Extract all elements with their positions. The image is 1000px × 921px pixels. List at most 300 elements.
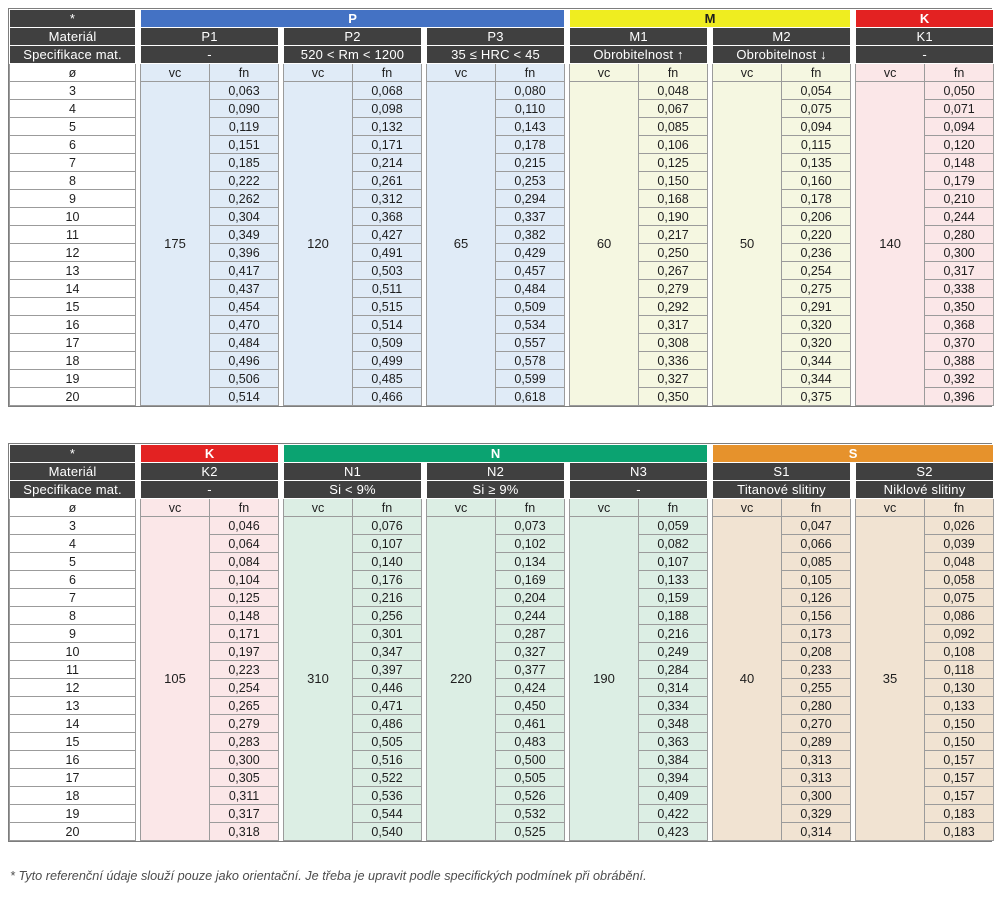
vc-value-p3: 65 [427, 82, 496, 406]
column-gutter [136, 553, 141, 571]
fn-value-cell: 0,102 [496, 535, 565, 553]
column-gutter [851, 316, 856, 334]
vc-value-k2: 105 [141, 517, 210, 841]
corner-star-cell: * [10, 445, 136, 463]
fn-value-cell: 0,470 [210, 316, 279, 334]
column-gutter [851, 118, 856, 136]
fn-value-cell: 0,313 [782, 751, 851, 769]
fn-value-cell: 0,086 [925, 607, 994, 625]
column-gutter [708, 262, 713, 280]
spec-header-n2: Si ≥ 9% [427, 481, 565, 499]
column-gutter [565, 661, 570, 679]
column-gutter [422, 118, 427, 136]
fn-value-cell: 0,318 [210, 823, 279, 841]
fn-value-cell: 0,350 [925, 298, 994, 316]
fn-value-cell: 0,148 [210, 607, 279, 625]
fn-value-cell: 0,106 [639, 136, 708, 154]
column-gutter [136, 352, 141, 370]
column-gutter [851, 244, 856, 262]
diameter-cell: 4 [10, 535, 136, 553]
column-gutter [279, 244, 284, 262]
spec-header-n3: - [570, 481, 708, 499]
fn-value-cell: 0,125 [639, 154, 708, 172]
column-gutter [279, 769, 284, 787]
fn-value-cell: 0,396 [925, 388, 994, 406]
column-gutter [851, 100, 856, 118]
diameter-cell: 20 [10, 823, 136, 841]
column-gutter [851, 172, 856, 190]
diameter-cell: 5 [10, 553, 136, 571]
column-gutter [136, 118, 141, 136]
fn-value-cell: 0,048 [925, 553, 994, 571]
fn-value-cell: 0,370 [925, 334, 994, 352]
fn-value-cell: 0,076 [353, 517, 422, 535]
column-gutter [708, 172, 713, 190]
fn-value-cell: 0,160 [782, 172, 851, 190]
column-gutter [708, 370, 713, 388]
column-gutter [422, 370, 427, 388]
fn-value-cell: 0,304 [210, 208, 279, 226]
fn-value-cell: 0,066 [782, 535, 851, 553]
fn-value-cell: 0,178 [782, 190, 851, 208]
fn-value-cell: 0,214 [353, 154, 422, 172]
column-gutter [851, 388, 856, 406]
column-gutter [565, 805, 570, 823]
column-gutter [279, 805, 284, 823]
fn-value-cell: 0,427 [353, 226, 422, 244]
fn-value-cell: 0,377 [496, 661, 565, 679]
column-gutter [136, 388, 141, 406]
column-gutter [136, 100, 141, 118]
diameter-header: ø [10, 499, 136, 517]
column-gutter [136, 733, 141, 751]
column-gutter [422, 679, 427, 697]
column-gutter [279, 787, 284, 805]
column-gutter [708, 316, 713, 334]
fn-value-cell: 0,446 [353, 679, 422, 697]
fn-value-cell: 0,050 [925, 82, 994, 100]
fn-value-cell: 0,204 [496, 589, 565, 607]
diameter-cell: 13 [10, 262, 136, 280]
fn-value-cell: 0,287 [496, 625, 565, 643]
column-gutter [422, 190, 427, 208]
column-gutter [851, 190, 856, 208]
diameter-cell: 9 [10, 190, 136, 208]
column-gutter [136, 787, 141, 805]
column-gutter [851, 589, 856, 607]
fn-value-cell: 0,392 [925, 370, 994, 388]
material-header-m1: M1 [570, 28, 708, 46]
fn-value-cell: 0,126 [782, 589, 851, 607]
spec-row-label: Specifikace mat. [10, 46, 136, 64]
fn-value-cell: 0,107 [639, 553, 708, 571]
column-gutter [708, 118, 713, 136]
fn-value-cell: 0,275 [782, 280, 851, 298]
fn-value-cell: 0,491 [353, 244, 422, 262]
column-gutter [851, 823, 856, 841]
fn-value-cell: 0,423 [639, 823, 708, 841]
diameter-cell: 17 [10, 334, 136, 352]
column-gutter [708, 679, 713, 697]
column-gutter [565, 316, 570, 334]
column-gutter [565, 388, 570, 406]
fn-value-cell: 0,522 [353, 769, 422, 787]
column-gutter [279, 661, 284, 679]
fn-value-cell: 0,486 [353, 715, 422, 733]
fn-value-cell: 0,183 [925, 805, 994, 823]
column-gutter [279, 823, 284, 841]
fn-value-cell: 0,394 [639, 769, 708, 787]
fn-value-cell: 0,236 [782, 244, 851, 262]
cutting-table-kns [8, 443, 992, 842]
fn-value-cell: 0,249 [639, 643, 708, 661]
column-gutter [851, 352, 856, 370]
column-gutter [136, 370, 141, 388]
fn-value-cell: 0,058 [925, 571, 994, 589]
column-gutter [851, 280, 856, 298]
fn-value-cell: 0,108 [925, 643, 994, 661]
fn-value-cell: 0,270 [782, 715, 851, 733]
fn-value-cell: 0,540 [353, 823, 422, 841]
column-gutter [422, 553, 427, 571]
fn-value-cell: 0,254 [210, 679, 279, 697]
diameter-cell: 15 [10, 733, 136, 751]
vc-column-header: vc [284, 499, 353, 517]
fn-value-cell: 0,068 [353, 82, 422, 100]
cutting-table-pmk [8, 8, 992, 407]
column-gutter [136, 607, 141, 625]
diameter-cell: 7 [10, 154, 136, 172]
fn-value-cell: 0,300 [782, 787, 851, 805]
column-gutter [851, 553, 856, 571]
material-header-p3: P3 [427, 28, 565, 46]
fn-value-cell: 0,119 [210, 118, 279, 136]
fn-value-cell: 0,130 [925, 679, 994, 697]
fn-value-cell: 0,334 [639, 697, 708, 715]
fn-value-cell: 0,284 [639, 661, 708, 679]
column-gutter [851, 298, 856, 316]
fn-value-cell: 0,525 [496, 823, 565, 841]
column-gutter [422, 100, 427, 118]
fn-value-cell: 0,483 [496, 733, 565, 751]
diameter-cell: 9 [10, 625, 136, 643]
fn-value-cell: 0,327 [496, 643, 565, 661]
fn-value-cell: 0,039 [925, 535, 994, 553]
fn-value-cell: 0,349 [210, 226, 279, 244]
group-header-k: K [856, 10, 994, 28]
fn-value-cell: 0,347 [353, 643, 422, 661]
column-gutter [565, 100, 570, 118]
fn-value-cell: 0,313 [782, 769, 851, 787]
column-gutter [279, 262, 284, 280]
fn-value-cell: 0,279 [210, 715, 279, 733]
fn-value-cell: 0,047 [782, 517, 851, 535]
fn-value-cell: 0,578 [496, 352, 565, 370]
column-gutter [708, 190, 713, 208]
cutting-data-table [9, 444, 994, 841]
fn-value-cell: 0,327 [639, 370, 708, 388]
column-gutter [565, 787, 570, 805]
column-gutter [708, 769, 713, 787]
fn-value-cell: 0,305 [210, 769, 279, 787]
column-gutter [565, 226, 570, 244]
column-gutter [136, 697, 141, 715]
column-gutter [136, 751, 141, 769]
fn-value-cell: 0,312 [353, 190, 422, 208]
diameter-cell: 20 [10, 388, 136, 406]
column-gutter [279, 352, 284, 370]
material-header-s2: S2 [856, 463, 994, 481]
column-gutter [565, 697, 570, 715]
vc-column-header: vc [713, 499, 782, 517]
column-gutter [422, 805, 427, 823]
column-gutter [708, 823, 713, 841]
fn-value-cell: 0,505 [496, 769, 565, 787]
diameter-cell: 3 [10, 517, 136, 535]
column-gutter [708, 625, 713, 643]
column-gutter [851, 607, 856, 625]
fn-column-header: fn [210, 499, 279, 517]
fn-value-cell: 0,526 [496, 787, 565, 805]
fn-value-cell: 0,110 [496, 100, 565, 118]
column-gutter [422, 298, 427, 316]
column-gutter [279, 154, 284, 172]
column-gutter [708, 787, 713, 805]
column-gutter [136, 805, 141, 823]
vc-column-header: vc [427, 64, 496, 82]
column-gutter [708, 208, 713, 226]
vc-column-header: vc [570, 499, 639, 517]
fn-column-header: fn [639, 499, 708, 517]
fn-value-cell: 0,085 [782, 553, 851, 571]
column-gutter [565, 172, 570, 190]
footnote: * Tyto referenční údaje slouží pouze jako orientační. Je třeba je upravit podle specifických podmínek při obrábění. [10, 869, 647, 883]
fn-value-cell: 0,317 [210, 805, 279, 823]
fn-value-cell: 0,618 [496, 388, 565, 406]
column-gutter [422, 334, 427, 352]
fn-value-cell: 0,188 [639, 607, 708, 625]
column-gutter [279, 751, 284, 769]
fn-value-cell: 0,185 [210, 154, 279, 172]
column-gutter [279, 388, 284, 406]
column-gutter [422, 388, 427, 406]
fn-value-cell: 0,071 [925, 100, 994, 118]
fn-value-cell: 0,178 [496, 136, 565, 154]
fn-value-cell: 0,329 [782, 805, 851, 823]
fn-value-cell: 0,311 [210, 787, 279, 805]
fn-value-cell: 0,437 [210, 280, 279, 298]
column-gutter [279, 733, 284, 751]
column-gutter [422, 733, 427, 751]
column-gutter [708, 388, 713, 406]
column-gutter [279, 571, 284, 589]
fn-column-header: fn [925, 64, 994, 82]
diameter-cell: 5 [10, 118, 136, 136]
column-gutter [708, 535, 713, 553]
vc-column-header: vc [570, 64, 639, 82]
column-gutter [708, 226, 713, 244]
fn-column-header: fn [782, 499, 851, 517]
column-gutter [851, 679, 856, 697]
column-gutter [708, 607, 713, 625]
fn-value-cell: 0,197 [210, 643, 279, 661]
fn-value-cell: 0,090 [210, 100, 279, 118]
fn-value-cell: 0,208 [782, 643, 851, 661]
diameter-cell: 18 [10, 352, 136, 370]
column-gutter [565, 334, 570, 352]
column-gutter [422, 172, 427, 190]
column-gutter [422, 787, 427, 805]
column-gutter [851, 805, 856, 823]
fn-value-cell: 0,382 [496, 226, 565, 244]
column-gutter [708, 643, 713, 661]
column-gutter [851, 226, 856, 244]
column-gutter [851, 715, 856, 733]
column-gutter [565, 553, 570, 571]
fn-column-header: fn [496, 499, 565, 517]
column-gutter [565, 535, 570, 553]
column-gutter [136, 661, 141, 679]
fn-value-cell: 0,344 [782, 352, 851, 370]
vc-column-header: vc [141, 499, 210, 517]
column-gutter [851, 334, 856, 352]
fn-value-cell: 0,409 [639, 787, 708, 805]
column-gutter [136, 823, 141, 841]
group-header-s: S [713, 445, 994, 463]
diameter-cell: 7 [10, 589, 136, 607]
spec-header-p1: - [141, 46, 279, 64]
fn-value-cell: 0,503 [353, 262, 422, 280]
fn-value-cell: 0,157 [925, 769, 994, 787]
fn-value-cell: 0,046 [210, 517, 279, 535]
diameter-cell: 19 [10, 370, 136, 388]
fn-value-cell: 0,179 [925, 172, 994, 190]
fn-value-cell: 0,267 [639, 262, 708, 280]
fn-value-cell: 0,222 [210, 172, 279, 190]
diameter-cell: 16 [10, 316, 136, 334]
column-gutter [279, 208, 284, 226]
fn-value-cell: 0,336 [639, 352, 708, 370]
column-gutter [422, 571, 427, 589]
vc-value-n1: 310 [284, 517, 353, 841]
fn-value-cell: 0,118 [925, 661, 994, 679]
column-gutter [851, 769, 856, 787]
vc-value-m2: 50 [713, 82, 782, 406]
material-header-p2: P2 [284, 28, 422, 46]
fn-value-cell: 0,261 [353, 172, 422, 190]
column-gutter [708, 298, 713, 316]
fn-value-cell: 0,206 [782, 208, 851, 226]
fn-value-cell: 0,484 [496, 280, 565, 298]
column-gutter [851, 571, 856, 589]
diameter-cell: 12 [10, 244, 136, 262]
fn-value-cell: 0,505 [353, 733, 422, 751]
fn-value-cell: 0,082 [639, 535, 708, 553]
fn-value-cell: 0,485 [353, 370, 422, 388]
column-gutter [422, 823, 427, 841]
column-gutter [136, 154, 141, 172]
column-gutter [422, 136, 427, 154]
fn-value-cell: 0,471 [353, 697, 422, 715]
fn-value-cell: 0,183 [925, 823, 994, 841]
fn-value-cell: 0,059 [639, 517, 708, 535]
fn-value-cell: 0,300 [925, 244, 994, 262]
column-gutter [851, 535, 856, 553]
fn-value-cell: 0,534 [496, 316, 565, 334]
fn-value-cell: 0,500 [496, 751, 565, 769]
fn-value-cell: 0,067 [639, 100, 708, 118]
fn-value-cell: 0,157 [925, 751, 994, 769]
fn-value-cell: 0,054 [782, 82, 851, 100]
column-gutter [565, 352, 570, 370]
column-gutter [279, 172, 284, 190]
diameter-cell: 11 [10, 661, 136, 679]
fn-value-cell: 0,120 [925, 136, 994, 154]
fn-value-cell: 0,244 [496, 607, 565, 625]
spec-header-s1: Titanové slitiny [713, 481, 851, 499]
fn-value-cell: 0,424 [496, 679, 565, 697]
diameter-cell: 6 [10, 136, 136, 154]
fn-value-cell: 0,317 [639, 316, 708, 334]
column-gutter [279, 697, 284, 715]
column-gutter [279, 607, 284, 625]
fn-value-cell: 0,073 [496, 517, 565, 535]
material-header-k2: K2 [141, 463, 279, 481]
diameter-cell: 12 [10, 679, 136, 697]
column-gutter [136, 643, 141, 661]
fn-value-cell: 0,080 [496, 82, 565, 100]
group-header-k: K [141, 445, 279, 463]
column-gutter [565, 679, 570, 697]
column-gutter [279, 643, 284, 661]
vc-column-header: vc [856, 64, 925, 82]
fn-value-cell: 0,350 [639, 388, 708, 406]
column-gutter [279, 190, 284, 208]
column-gutter [851, 661, 856, 679]
column-gutter [422, 715, 427, 733]
fn-value-cell: 0,429 [496, 244, 565, 262]
fn-value-cell: 0,320 [782, 334, 851, 352]
column-gutter [708, 100, 713, 118]
column-gutter [136, 298, 141, 316]
column-gutter [279, 316, 284, 334]
vc-column-header: vc [856, 499, 925, 517]
column-gutter [422, 643, 427, 661]
column-gutter [136, 571, 141, 589]
spec-header-k2: - [141, 481, 279, 499]
fn-value-cell: 0,064 [210, 535, 279, 553]
column-gutter [851, 733, 856, 751]
column-gutter [708, 571, 713, 589]
fn-value-cell: 0,314 [639, 679, 708, 697]
fn-value-cell: 0,514 [210, 388, 279, 406]
spec-header-n1: Si < 9% [284, 481, 422, 499]
column-gutter [422, 154, 427, 172]
fn-value-cell: 0,244 [925, 208, 994, 226]
fn-column-header: fn [782, 64, 851, 82]
fn-value-cell: 0,320 [782, 316, 851, 334]
fn-value-cell: 0,140 [353, 553, 422, 571]
column-gutter [565, 607, 570, 625]
material-header-k1: K1 [856, 28, 994, 46]
fn-value-cell: 0,509 [496, 298, 565, 316]
column-gutter [136, 715, 141, 733]
fn-value-cell: 0,104 [210, 571, 279, 589]
column-gutter [136, 679, 141, 697]
material-header-s1: S1 [713, 463, 851, 481]
fn-value-cell: 0,125 [210, 589, 279, 607]
fn-value-cell: 0,133 [925, 697, 994, 715]
